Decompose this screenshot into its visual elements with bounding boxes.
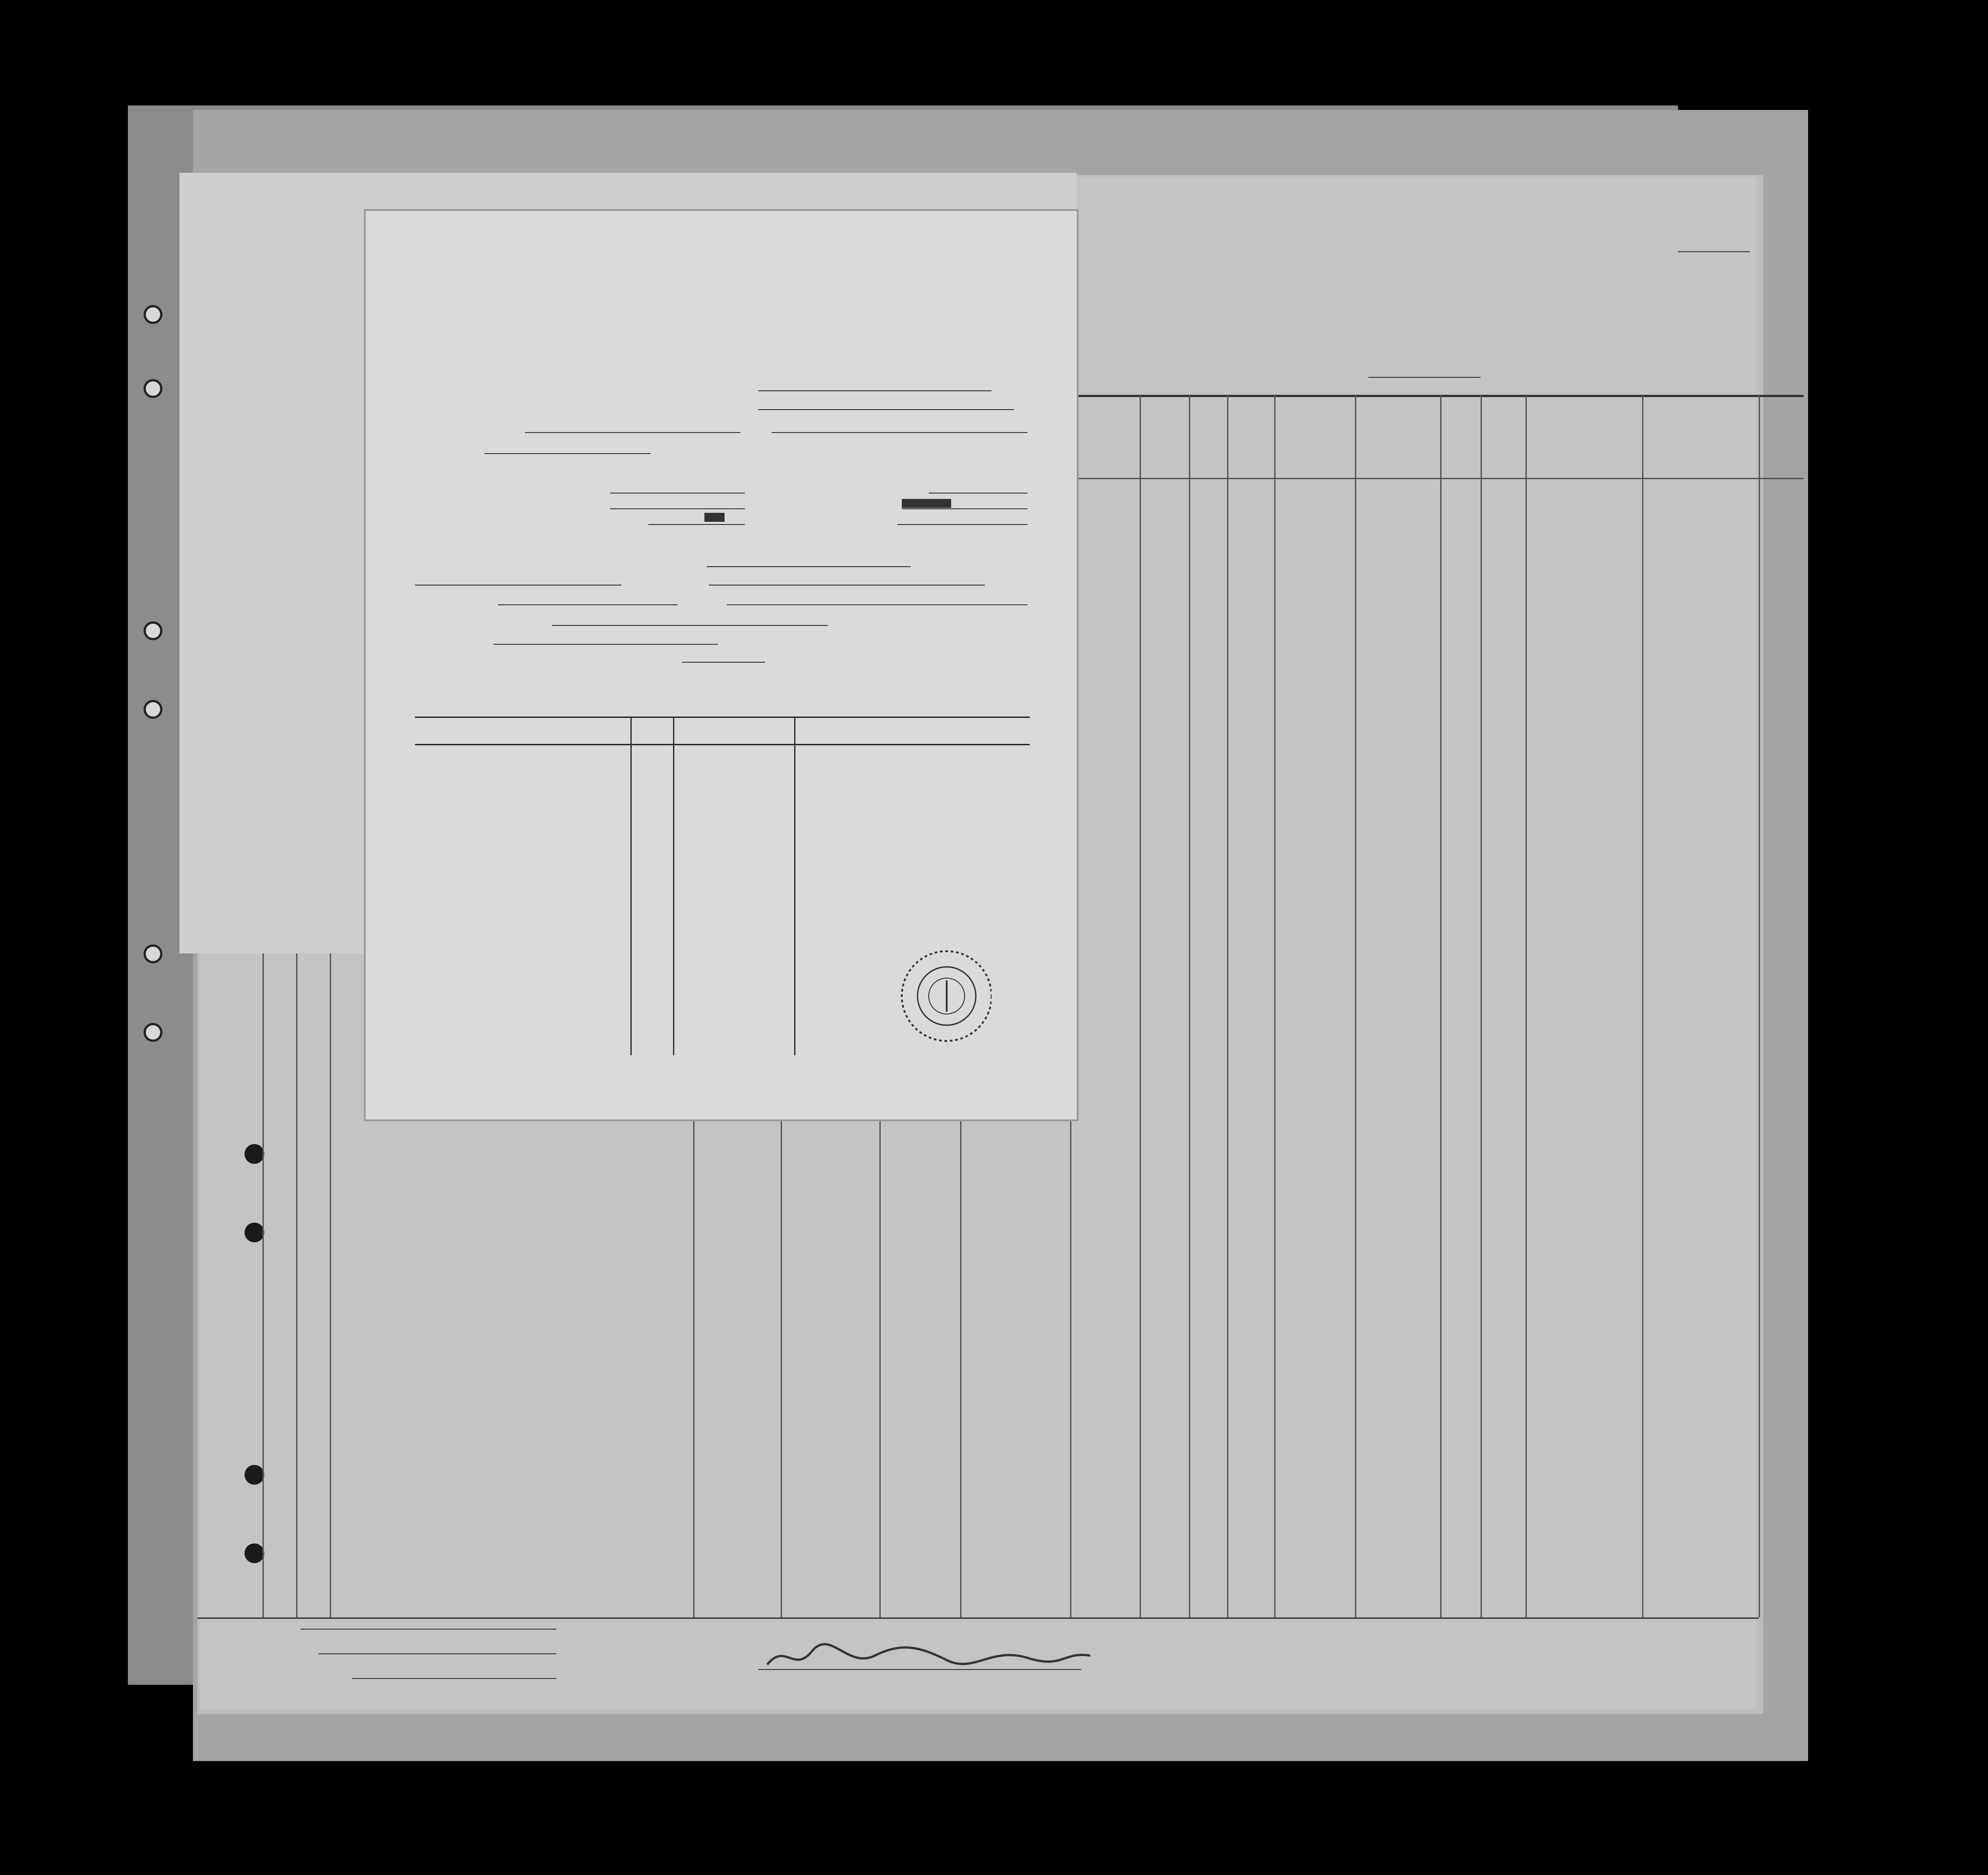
punch-hole: [144, 1023, 162, 1042]
strikeout-mark: [704, 513, 725, 522]
strikeout-mark: [902, 499, 951, 508]
punch-hole: [245, 1465, 264, 1485]
punch-hole: [245, 1223, 264, 1242]
punch-hole: [144, 305, 162, 324]
punch-hole: [245, 1543, 264, 1563]
punch-hole: [144, 379, 162, 398]
punch-hole: [144, 944, 162, 963]
immigration-stamp: [866, 940, 992, 1057]
punch-hole: [245, 1144, 264, 1164]
inspector-signature: [758, 1633, 1099, 1678]
